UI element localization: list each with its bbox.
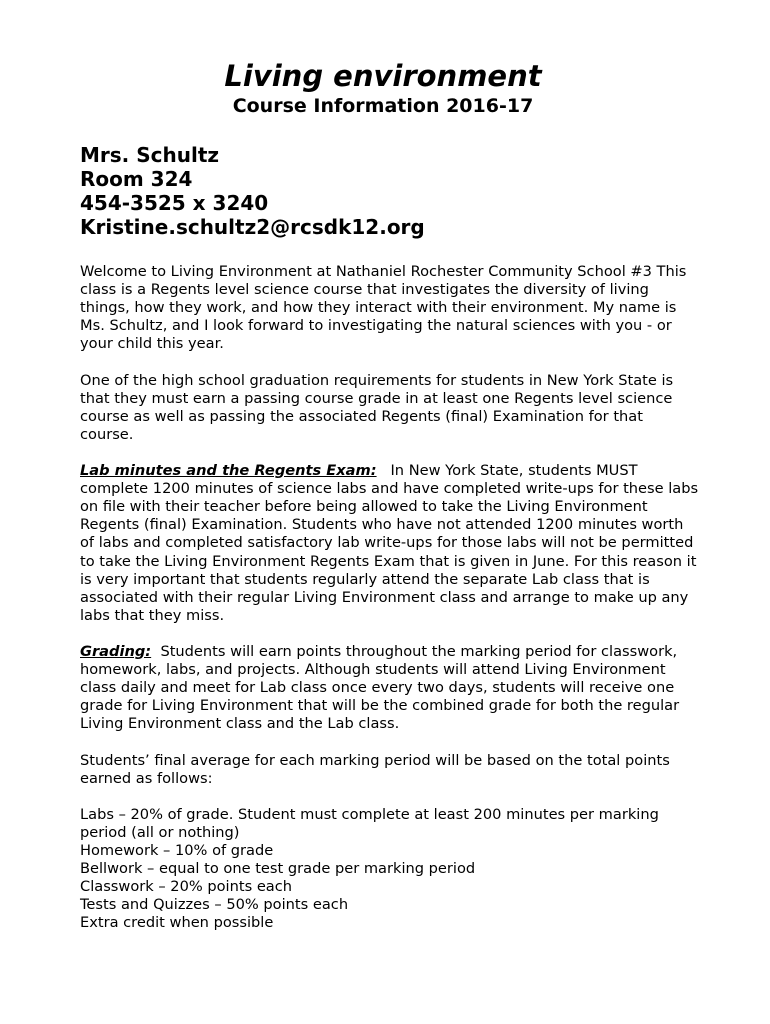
phone-number: 454-3525 x 3240	[80, 191, 269, 215]
list-item-bellwork: Bellwork – equal to one test grade per marking period	[80, 860, 476, 878]
document-subtitle: Course Information 2016-17	[232, 95, 534, 117]
list-item-extra-credit: Extra credit when possible	[80, 914, 274, 932]
lab-text: In New York State, students MUST complete 1200 minutes of science labs and have completed write-ups for these labs on file with their teacher before being allowed to take the Living Environment Regents (final) Examination. Students who have not attended 1200 minutes worth of labs and completed satisfactory lab write-ups for those labs will not be permitted to take the Living Environment Regents Exam that is given in June. For this reason it is very important that students regularly attend the separate Lab class that is associated with their regular Living Environment class and arrange to make up any labs that they miss.	[80, 462, 699, 624]
lab-paragraph	[80, 462, 700, 625]
list-item-tests: Tests and Quizzes – 50% points each	[80, 896, 349, 914]
graduation-paragraph: One of the high school graduation requirements for students in New York State is that they must earn a passing course grade in at least one Regents level science course as well as passing the associated Regents (final) Examination for that course.	[80, 371, 674, 443]
grading-heading: Grading:	[80, 642, 152, 660]
list-item-homework: Homework – 10% of grade	[80, 842, 274, 859]
teacher-name: Mrs. Schultz	[80, 143, 220, 167]
email-address: Kristine.schultz2@rcsdk12.org	[80, 215, 425, 239]
document-body	[80, 263, 700, 932]
welcome-paragraph: Welcome to Living Environment at Nathaniel Rochester Community School #3 This class is a Regents level science course that investigates the diversity of living things, how they work, and how they interact with their environment. My name is Ms. Schultz, and I look forward to investigating the natural sciences with you - or your child this year.	[80, 263, 687, 353]
lab-heading: Lab minutes and the Regents Exam:	[80, 462, 377, 480]
final-average-paragraph: Students’ final average for each marking period will be based on the total points earned as follows:	[80, 751, 670, 787]
grading-text: Students will earn points throughout the marking period for classwork, homework, labs, and projects. Although students will attend Living Environment class daily and meet for Lab class once every two days, students will receive one grade for Living Environment that will be the combined grade for both the regular Living Environment class and the Lab class.	[80, 642, 680, 733]
list-item-labs-cont: period (all or nothing)	[80, 823, 240, 841]
document-title: Living environment	[224, 59, 542, 93]
list-item-labs: Labs – 20% of grade. Student must complete at least 200 minutes per marking	[80, 805, 659, 823]
grading-list	[80, 806, 700, 933]
contact-block	[80, 143, 425, 239]
list-item-classwork: Classwork – 20% points each	[80, 878, 293, 896]
room-number: Room 324	[80, 167, 193, 191]
grading-paragraph	[80, 643, 700, 733]
